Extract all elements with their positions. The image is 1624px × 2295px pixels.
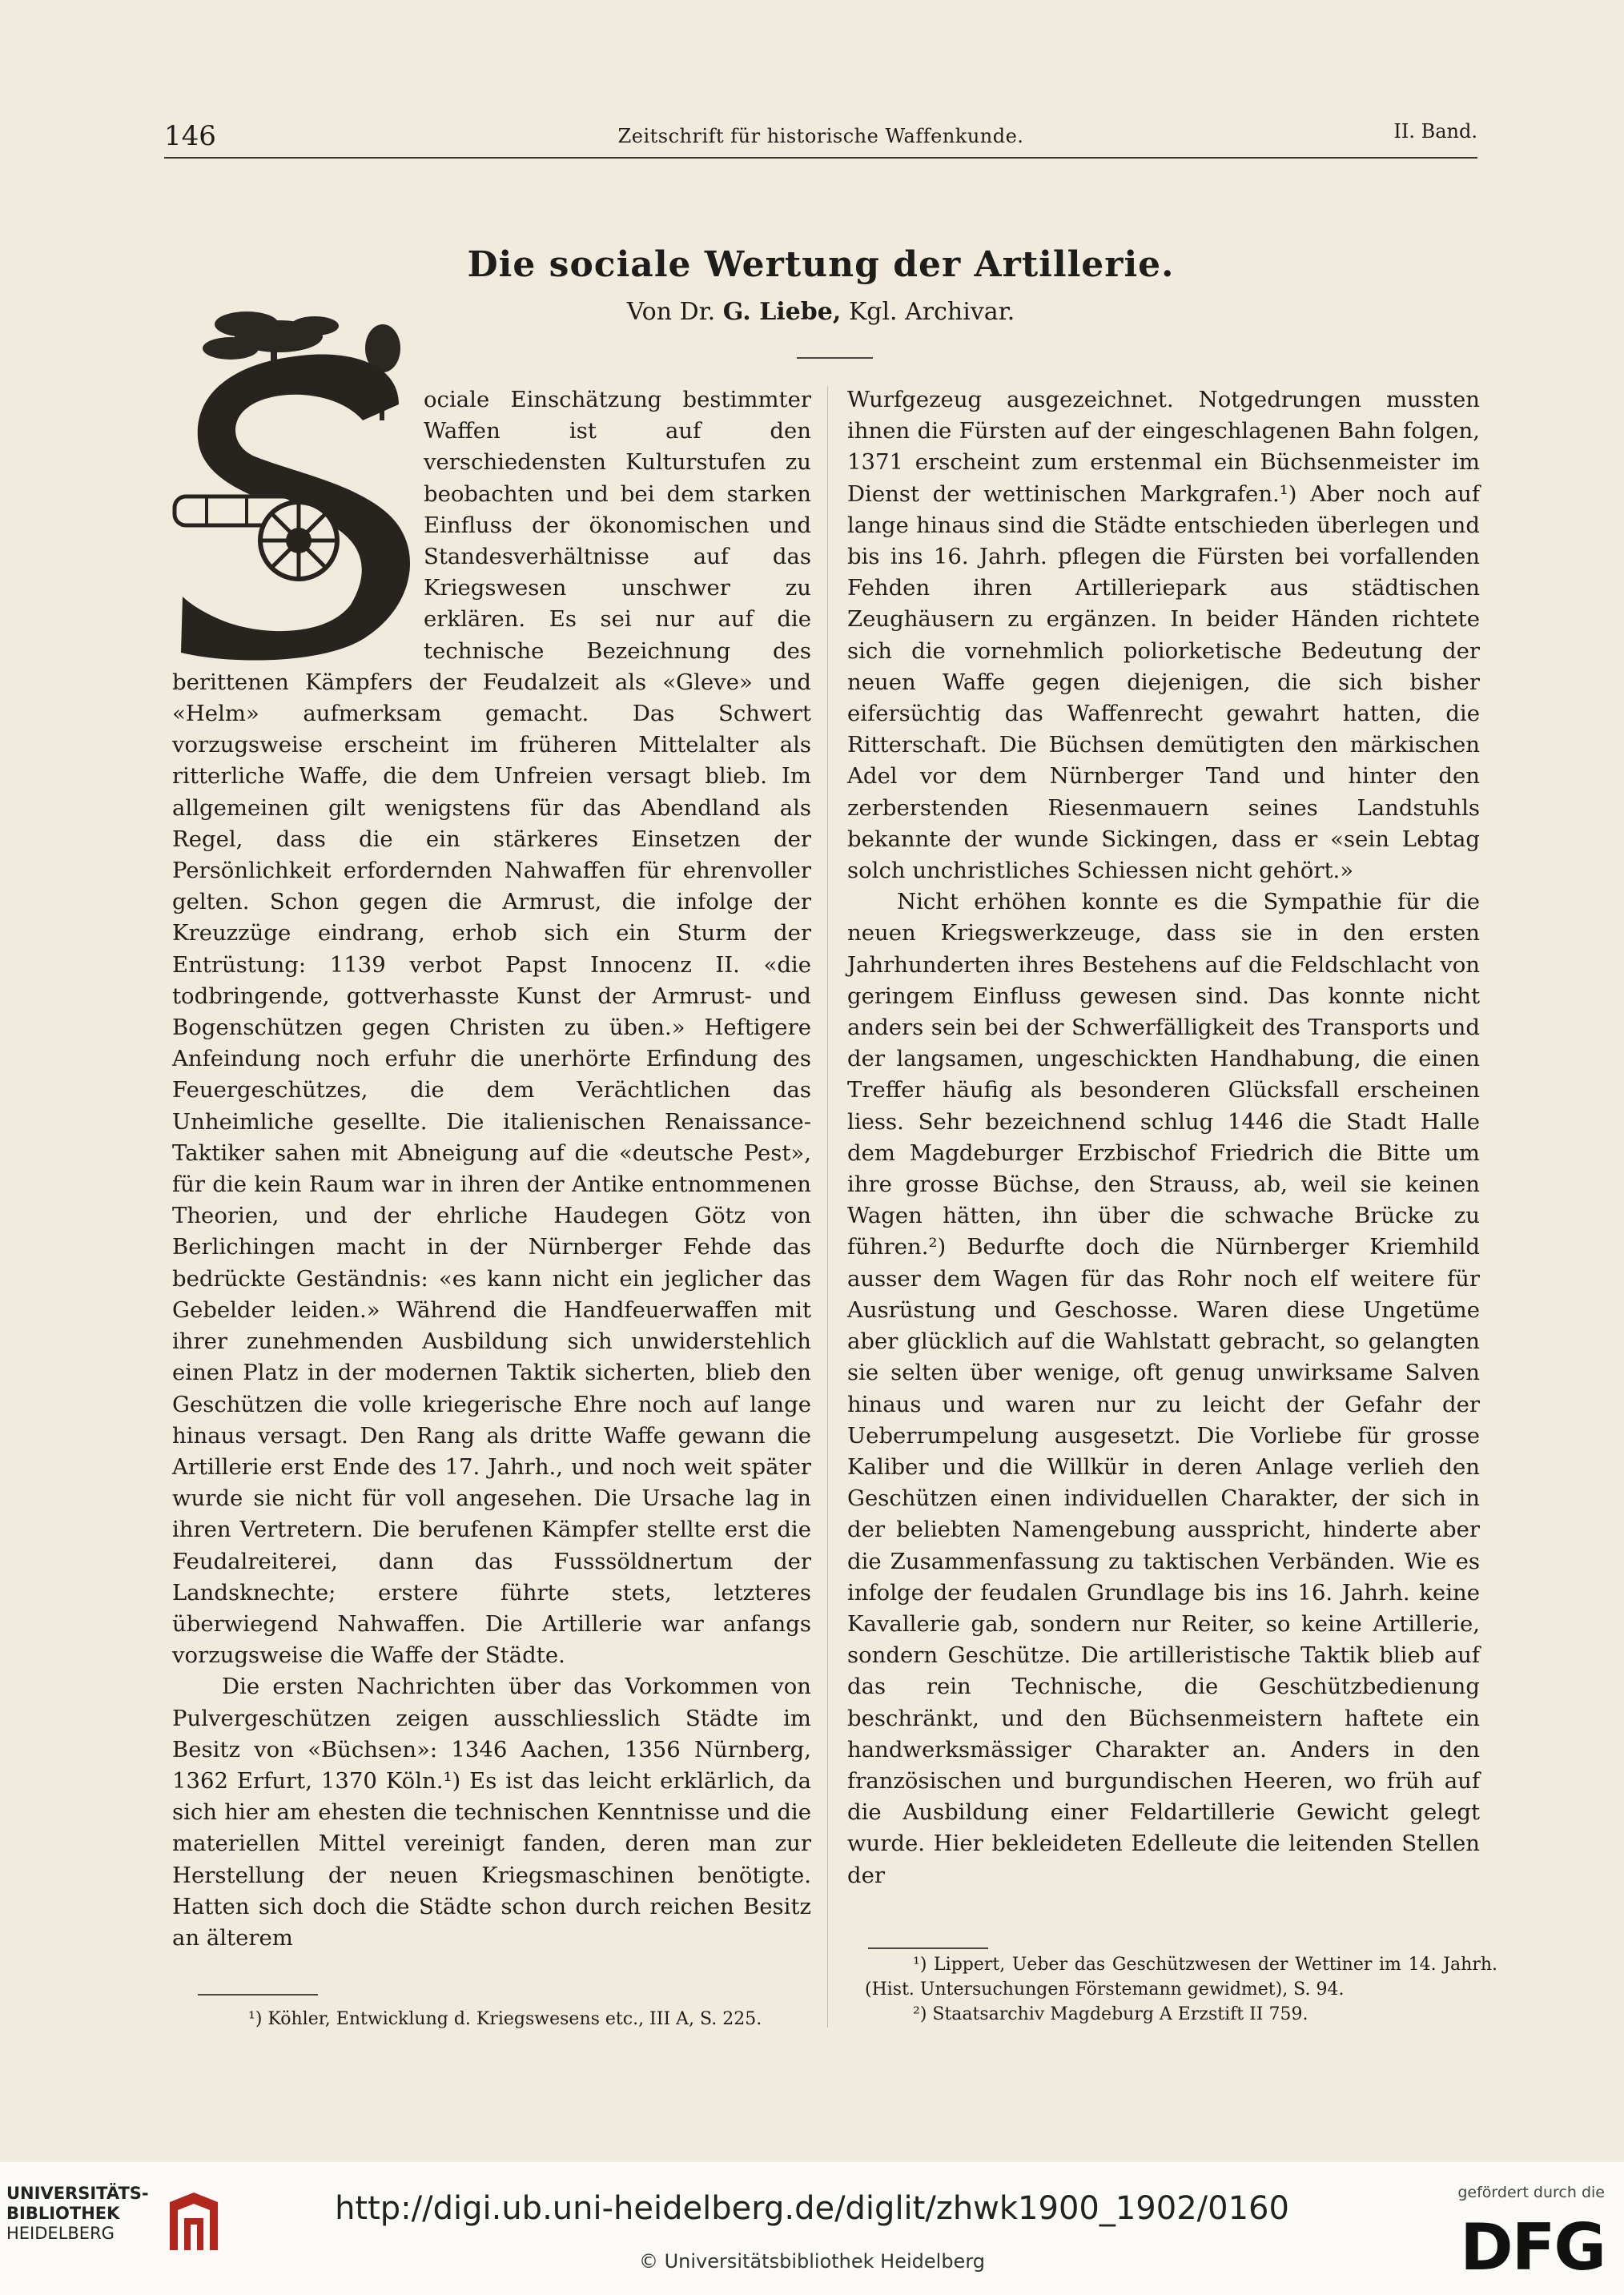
library-name-line3: HEIDELBERG	[6, 2224, 115, 2243]
dfg-logo[interactable]: DFG	[1460, 2210, 1605, 2285]
right-paragraph-2: Nicht erhöhen konnte es die Sympathie für die neuen Kriegswerkzeuge, dass sie in den ersten Jahrhunderten ihres Bestehens auf die Feldschlacht von geringem Einfluss gewesen sind. Das konnte nicht anders sein bei der Schwerfälligkeit des Transports und der langsamen, ungeschickten Handhabung, die einen Treffer häufig als besonderen Glücksfall erscheinen liess. Sehr bezeichnend schlug 1446 die Stadt Halle dem Magdeburger Erzbischof Friedrich die Bitte um ihre grosse Büchse, den Strauss, ab, weil sie keinen Wagen hätten, ihn über die schwache Brücke zu führen.²) Bedurfte doch die Nürnberger Kriemhild ausser dem Wagen für das Rohr noch elf weitere für Ausrüstung und Geschosse. Waren diese Ungetüme aber glücklich auf die Wahlstatt gebracht, so gelangten sie selten über wenige, oft genug unwirksame Salven hinaus und waren nur zu leicht der Gefahr der Ueberrumpelung ausgesetzt. Die Vorliebe für grosse Kaliber und die Willkür in deren Anlage verlieh den Geschützen einen individuellen Charakter, der sich in der beliebten Namengebung ausspricht, hinderte aber die Zusammenfassung zu taktischen Verbänden. Wie es infolge der feudalen Grundlage bis ins 16. Jahrh. keine Kavallerie gab, sondern nur Reiter, so keine Artillerie, sondern Geschütze. Die artilleristische Taktik blieb auf das rein Technische, die Geschützbedienung beschränkt, und den Büchsenmeistern haftete ein handwerksmässiger Charakter an. Anders in den französischen und burgundischen Heeren, wo früh auf die Ausbildung einer Feldartillerie Gewicht gelegt wurde. Hier bekleideten Edelleute die leitenden Stellen der	[847, 889, 1480, 1888]
right-paragraph-1: Wurfgezeug ausgezeichnet. Notgedrungen mussten ihnen die Fürsten auf der eingeschlagenen Bahn folgen, 1371 erscheint zum erstenmal ein Büchsenmeister im Dienst der wettinischen Markgrafen.¹) Aber noch auf lange hinaus sind die Städte entschieden überlegen und bis ins 16. Jahrh. pflegen die Fürsten bei vorfallenden Fehden ihren Artilleriepark aus städtischen Zeughäusern zu ergänzen. In beider Händen richtete sich die vornehmlich poliorketische Bedeutung der neuen Waffe gegen diejenigen, die sich bisher eifersüchtig das Waffenrecht gewahrt hatten, die Ritterschaft. Die Büchsen demütigten den märkischen Adel vor dem Nürnberger Tand und hinter den zerberstenden Riesenmauern seines Landstuhls bekannte der wunde Sickingen, dass er «sein Lebtag solch unchristliches Schiessen nicht gehört.»	[847, 387, 1480, 884]
running-head	[164, 120, 1477, 152]
library-name-line1: UNIVERSITÄTS-	[6, 2184, 149, 2203]
author-name: G. Liebe,	[722, 298, 842, 326]
byline-prefix: Von Dr.	[626, 298, 716, 326]
permalink-url[interactable]: http://digi.ub.uni-heidelberg.de/diglit/zhwk1900_1902/0160	[335, 2190, 1289, 2227]
right-footnote-2: ²) Staatsarchiv Magdeburg A Erzstift II 759.	[913, 2004, 1308, 2024]
right-footnote-rule	[868, 1947, 988, 1949]
header-rule	[164, 157, 1477, 159]
left-footnote-rule	[198, 1994, 318, 1996]
volume-label: II. Band.	[1393, 120, 1477, 143]
column-separator	[827, 386, 828, 2028]
byline-suffix: Kgl. Archivar.	[848, 298, 1015, 326]
viewer-footer	[0, 2162, 1624, 2295]
right-footnote-1: ¹) Lippert, Ueber das Geschützwesen der Wettiner im 14. Jahrh. (Hist. Untersuchungen Förstemann gewidmet), S. 94.	[865, 1955, 1497, 2000]
left-paragraph-2: Die ersten Nachrichten über das Vorkommen von Pulvergeschützen zeigen ausschliesslich Städte im Besitz von «Büchsen»: 1346 Aachen, 1356 Nürnberg, 1362 Erfurt, 1370 Köln.¹) Es ist das leicht erklärlich, da sich hier am ehesten die technischen Kenntnisse und die materiellen Mittel vereinigt fanden, deren man zur Herstellung der neuen Kriegsmaschinen benötigte. Hatten sich doch die Städte schon durch reichen Besitz an älterem	[172, 1674, 811, 1951]
initial-wrap-space	[172, 384, 412, 655]
left-footnote: ¹) Köhler, Entwicklung d. Kriegswesens etc., III A, S. 225.	[248, 2009, 762, 2029]
library-name-line2: BIBLIOTHEK	[6, 2204, 120, 2223]
journal-title: Zeitschrift für historische Waffenkunde.	[617, 125, 1024, 147]
page-number: 146	[164, 120, 216, 152]
copyright-notice: © Universitätsbibliothek Heidelberg	[638, 2250, 985, 2273]
funding-label: gefördert durch die	[1457, 2184, 1605, 2201]
article-title: Die sociale Wertung der Artillerie.	[467, 244, 1175, 285]
left-paragraph-1: ociale Einschätzung bestimmter Waffen ist auf den verschiedensten Kulturstufen zu beobachten und bei dem starken Einfluss der ökonomischen und Standesverhältnisse auf das Kriegswesen unschwer zu erklären. Es sei nur auf die technische Bezeichnung des berittenen Kämpfers der Feudalzeit als «Gleve» und «Helm» aufmerksam gemacht. Das Schwert vorzugsweise erscheint im früheren Mittelalter als ritterliche Waffe, die dem Unfreien versagt blieb. Im allgemeinen gilt wenigstens für das Abendland als Regel, dass die ein stärkeres Einsetzen der Persönlichkeit erfordernden Nahwaffen für ehrenvoller gelten. Schon gegen die Armrust, die infolge der Kreuzzüge eindrang, erhob sich ein Sturm der Entrüstung: 1139 verbot Papst Innocenz II. «die todbringende, gottverhasste Kunst der Armrust- und Bogenschützen gegen Christen zu üben.» Heftigere Anfeindung noch erfuhr die unerhörte Erfindung des Feuergeschützes, die dem Verächtlichen das Unheimliche gesellte. Die italienischen Renaissance-Taktiker sahen mit Abneigung auf die «deutsche Pest», für die kein Raum war in ihren der Antike entnommenen Theorien, und der ehrliche Haudegen Götz von Berlichingen macht in der Nürnberger Fehde das bedrückte Geständnis: «es kann nicht ein jeglicher das Gebelder leiden.» Während die Handfeuerwaffen mit ihrer zunehmenden Ausbildung sich unwiderstehlich einen Platz in der modernen Taktik sicherten, blieb den Geschützen die volle kriegerische Ehre noch auf lange hinaus versagt. Den Rang als dritte Waffe gewann die Artillerie erst Ende des 17. Jahrh., und noch weit später wurde sie nicht für voll angesehen. Die Ursache lag in ihren Vertretern. Die berufenen Kämpfer stellte erst die Feudalreiterei, dann das Fusssöldnertum der Landsknechte; erstere führte stets, letzteres überwiegend Nahwaffen. Die Artillerie war anfangs vorzugsweise die Waffe der Städte.	[172, 387, 811, 1669]
title-rule	[797, 357, 873, 359]
right-column	[847, 384, 1480, 1891]
left-column	[172, 384, 811, 1954]
